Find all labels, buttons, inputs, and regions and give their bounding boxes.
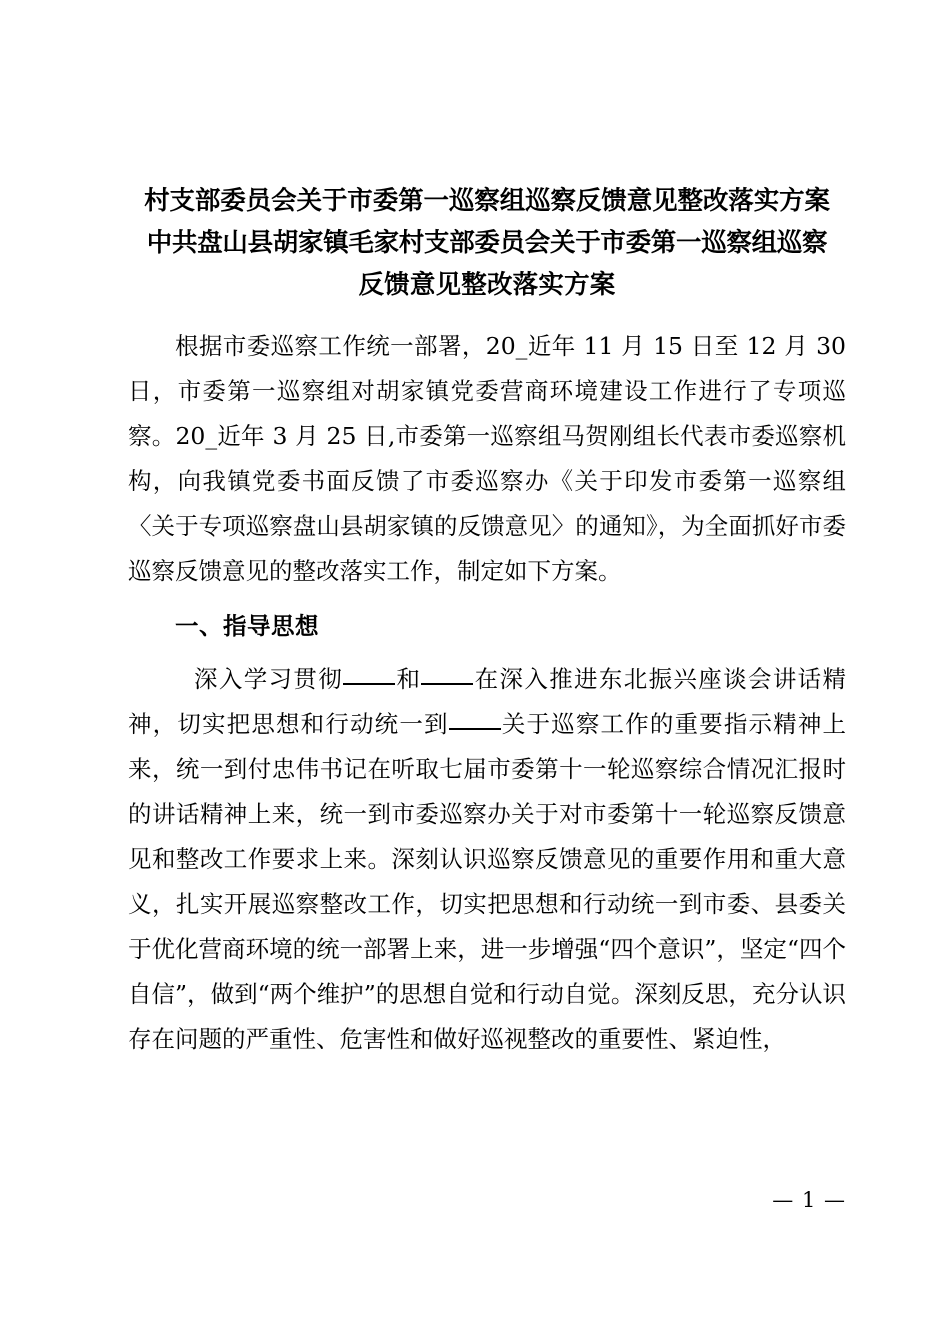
spacer-above-heading (128, 594, 846, 604)
paragraph-intro: 根据市委巡察工作统一部署，20_近年 11 月 15 日至 12 月 30 日，市委第一巡察组对胡家镇党委营商环境建设工作进行了专项巡察。20_近年 3 月 25 日,市委第一巡察组马贺刚组长代表市委巡察机构，向我镇党委书面反馈了市委巡察办《关于印发市委第一巡察组〈关于专项巡察盘山县胡家镇的反馈意见〉的通知》，为全面抓好市委巡察反馈意见的整改落实工作，制定如下方案。 (128, 332, 846, 585)
spacer-below-heading (128, 649, 846, 657)
page-title (128, 180, 846, 306)
paragraph-guiding-thought (128, 657, 846, 1062)
page-number-footer: — 1 — (772, 1188, 846, 1212)
paragraph-2-segment-a: 深入学习贯彻 (194, 665, 344, 693)
section-heading-guiding-thought: 一、指导思想 (175, 612, 319, 640)
paragraph-2-segment-c: 在深入推进东北振兴座谈会讲话精神，切实把思想和行动统一到 (128, 665, 847, 738)
paragraph-2-segment-d: 关于巡察工作的重要指示精神上来，统一到付忠伟书记在听取七届市委第十一轮巡察综合情况汇报时的讲话精神上来，统一到市委巡察办关于对市委第十一轮巡察反馈意见和整改工作要求上来。深刻认识巡察反馈意见的重要作用和重大意义，扎实开展巡察整改工作，切实把思想和行动统一到市委、县委关于优化营商环境的统一部署上来，进一步增强“四个意识”，坚定“四个自信”，做到“两个维护”的思想自觉和行动自觉。深刻反思，充分认识存在问题的严重性、危害性和做好巡视整改的重要性、紧迫性， (128, 710, 847, 1053)
redaction-blank-2 (421, 683, 473, 685)
title-line-3: 反馈意见整改落实方案 (358, 270, 616, 300)
document-content (128, 180, 846, 1062)
title-line-1: 村支部委员会关于市委第一巡察组巡察反馈意见整改落实方案 (144, 186, 830, 216)
redaction-blank-3 (449, 728, 501, 730)
redaction-blank-1 (343, 683, 395, 685)
title-line-2: 中共盘山县胡家镇毛家村支部委员会关于市委第一巡察组巡察 (146, 228, 828, 258)
paragraph-2-segment-b: 和 (395, 665, 422, 693)
